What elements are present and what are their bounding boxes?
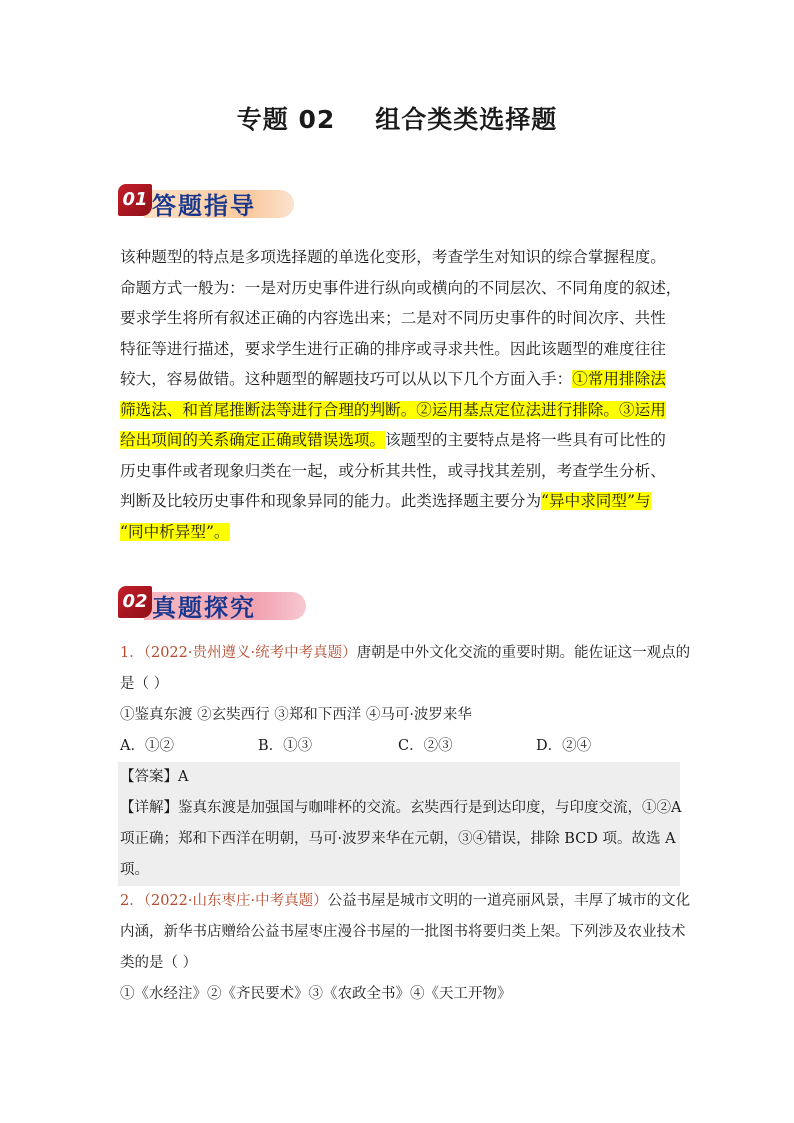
section-header-guide	[118, 182, 298, 222]
option-d: D．②④	[536, 738, 592, 754]
guide-line	[120, 395, 678, 426]
guide-line: 该种题型的特点是多项选择题的单选化变形，考查学生对知识的综合掌握程度。	[120, 248, 666, 266]
detail-line: 项。	[120, 862, 149, 878]
option-c: C．②③	[398, 738, 453, 754]
question-2	[120, 886, 691, 1010]
question-stem: 内涵，新华书店赠给公益书屋枣庄漫谷书屋的一批图书将要归类上架。下列涉及农业技术	[120, 924, 686, 940]
answer-explanation-box	[118, 762, 680, 886]
question-source: （2022·贵州遵义·统考中考真题）	[143, 645, 357, 661]
guide-text: 该题型的主要特点是将一些具有可比性的	[385, 431, 666, 449]
question-number: 1．	[120, 645, 144, 661]
page-title	[0, 100, 794, 136]
question-items: ①鉴真东渡 ②玄奘西行 ③郑和下西洋 ④马可·波罗来华	[120, 707, 472, 723]
guide-line: 特征等进行描述，要求学生进行正确的排序或寻求共性。因此该题型的难度往往	[120, 339, 666, 358]
question-items: ①《水经注》②《齐民要术》③《农政全书》④《天工开物》	[120, 986, 512, 1002]
option-a: A．①②	[120, 738, 174, 754]
detail-line: 项正确；郑和下西洋在明朝，马可·波罗来华在元朝，③④错误，排除 BCD 项。故选 A	[120, 831, 676, 847]
highlighted-text: 筛选法、和首尾推断法等进行合理的判断。②运用基点定位法进行排除。③运用	[120, 400, 666, 419]
question-stem	[120, 638, 691, 669]
title-part1: 专题 02	[236, 105, 336, 134]
guide-line	[120, 425, 678, 456]
answer-options	[120, 731, 680, 762]
guide-text: 判断及比较历史事件和现象异同的能力。此类选择题主要分为	[120, 492, 542, 510]
guide-line: 历史事件或者现象归类在一起，或分析其共性，或寻找其差别，考查学生分析、	[120, 461, 666, 480]
guide-line: 要求学生将所有叙述正确的内容选出来；二是对不同历史事件的时间次序、共性	[120, 309, 666, 327]
guide-text: 较大，容易做错。这种题型的解题技巧可以从以下几个方面入手：	[120, 370, 573, 388]
section-number-badge: 01	[118, 184, 152, 216]
question-1	[120, 638, 691, 762]
question-number: 2．	[120, 893, 144, 909]
answer-line: 【答案】A	[120, 769, 189, 785]
question-text: 公益书屋是城市文明的一道亮丽风景，丰厚了城市的文化	[327, 893, 691, 909]
guide-line	[120, 486, 678, 517]
question-source: （2022·山东枣庄·中考真题）	[143, 893, 328, 909]
section-number-badge: 02	[118, 586, 152, 618]
guide-line	[120, 517, 678, 548]
detail-line: 【详解】鉴真东渡是加强国与咖啡杯的交流。玄奘西行是到达印度，与印度交流，①②A	[120, 800, 682, 816]
guide-paragraph	[120, 242, 682, 547]
title-part2: 组合类类选择题	[375, 105, 558, 134]
highlighted-text: “异中求同型”与	[541, 492, 651, 510]
question-stem	[120, 886, 691, 917]
section-label: 答题指导	[152, 192, 256, 220]
option-b: B．①③	[258, 738, 313, 754]
section-header-exam	[118, 584, 308, 624]
question-text: 唐朝是中外文化交流的重要时期。能佐证这一观点的	[356, 645, 691, 661]
highlighted-text: ①常用排除法	[572, 370, 666, 388]
guide-line	[120, 364, 678, 395]
highlighted-text: 给出项间的关系确定正确或错误选项。	[120, 431, 386, 449]
section-label: 真题探究	[152, 594, 256, 622]
question-stem: 类的是（ ）	[120, 955, 198, 971]
question-stem: 是（ ）	[120, 676, 169, 692]
highlighted-text: “同中析异型”。	[120, 522, 230, 541]
guide-line: 命题方式一般为：一是对历史事件进行纵向或横向的不同层次、不同角度的叙述，	[120, 278, 682, 297]
